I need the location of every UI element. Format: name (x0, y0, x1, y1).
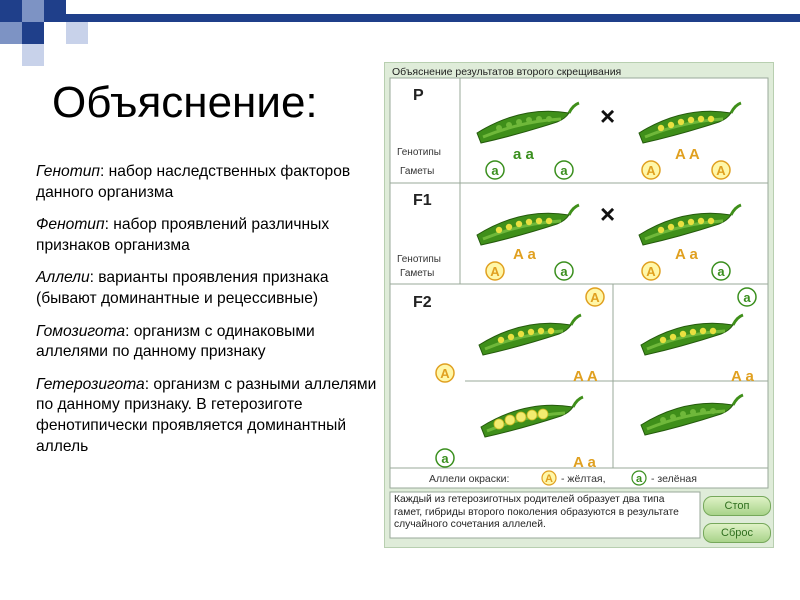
definition-text: : набор наследственных факторов данного организма (36, 163, 351, 201)
term-genotype: Генотип (36, 163, 100, 180)
gamete-a (712, 262, 730, 280)
term-phenotype: Фенотип (36, 216, 105, 234)
slide-title: Объяснение: (52, 78, 318, 127)
genotype-Aa: A a (675, 246, 698, 263)
decor-square-2 (22, 22, 44, 44)
svg-text:a: a (743, 290, 751, 305)
p-label: P (413, 87, 424, 104)
definition-text: : организм с одинаковыми аллелями по данному признаку (36, 322, 315, 361)
svg-text:a: a (560, 163, 568, 178)
definition-text: : набор проявлений различных признаков организма (36, 216, 330, 254)
gamete-a-side (436, 449, 454, 467)
gamete-a-top (738, 288, 756, 306)
genotype-AA: A A (573, 368, 598, 385)
decor-square-1 (0, 0, 22, 22)
definition-alleles (36, 268, 381, 309)
gamete-A (642, 262, 660, 280)
term-homozygote: Гомозигота (36, 322, 126, 340)
svg-text:A: A (646, 163, 656, 178)
decor-square-7 (66, 22, 88, 44)
svg-text:A: A (545, 473, 553, 485)
decor-square-3 (44, 0, 66, 22)
svg-text:A: A (490, 264, 500, 279)
f2-label: F2 (413, 294, 432, 311)
term-alleles: Аллели (36, 269, 90, 287)
svg-text:A: A (716, 163, 726, 178)
definition-homozygote (36, 322, 381, 363)
svg-text:a: a (441, 451, 449, 466)
genotype-Aa: A a (513, 246, 536, 263)
svg-text:A: A (440, 366, 450, 381)
gamete-A-top (586, 288, 604, 306)
term-heterozygote: Гетерозигота (36, 375, 145, 393)
genotype-row-label: Генотипы (397, 147, 441, 158)
legend-yellow: - жёлтая, (561, 473, 606, 485)
gamete-a (486, 161, 504, 179)
legend-label: Аллели окраски: (429, 473, 510, 485)
definition-genotype (36, 162, 381, 203)
gametes-row-label: Гаметы (400, 166, 435, 177)
definition-text: : организм с разными аллелями по данному признаку. В гетерозиготе фенотипически проявляется доминантный аллель (36, 375, 377, 455)
gamete-a (555, 262, 573, 280)
definition-phenotype (36, 215, 381, 256)
gamete-A (486, 262, 504, 280)
gamete-A (712, 161, 730, 179)
gamete-a (555, 161, 573, 179)
panel-title: Объяснение результатов второго скрещивания (392, 66, 622, 78)
genotype-aa: a a (513, 146, 534, 163)
cross-symbol: × (600, 101, 616, 131)
cross-symbol: × (600, 199, 616, 229)
genotype-Aa: A a (731, 368, 754, 385)
legend-green: - зелёная (651, 473, 697, 485)
decor-bar (66, 14, 800, 22)
svg-text:a: a (717, 264, 725, 279)
svg-text:a: a (635, 473, 643, 485)
definition-heterozygote (36, 375, 381, 457)
decor-square-4 (0, 22, 22, 44)
svg-text:a: a (491, 163, 499, 178)
genotype-AA: A A (675, 146, 700, 163)
gametes-row-label: Гаметы (400, 268, 435, 279)
decor-square-5 (22, 0, 44, 22)
cross-diagram (385, 63, 773, 547)
svg-text:A: A (646, 264, 656, 279)
table-frame (390, 78, 768, 488)
definitions-list (36, 162, 381, 469)
info-text: Каждый из гетерозиготных родителей образует два типа гамет, гибриды второго поколения образуются в результате случайного сочетания аллелей. (394, 494, 679, 531)
definition-text: : варианты проявления признака (бывают доминантные и рецессивные) (36, 269, 329, 307)
legend-allele-A (542, 471, 556, 485)
gamete-A (642, 161, 660, 179)
gamete-A-side (436, 364, 454, 382)
svg-text:a: a (560, 264, 568, 279)
decor-square-6 (22, 44, 44, 66)
reset-button[interactable]: Сброс (703, 523, 771, 543)
genotype-Aa: A a (573, 454, 596, 471)
stop-button[interactable]: Стоп (703, 496, 771, 516)
genetics-panel (384, 62, 774, 548)
legend-allele-a (632, 471, 646, 485)
svg-text:A: A (590, 290, 600, 305)
genotype-row-label: Генотипы (397, 254, 441, 265)
f1-label: F1 (413, 192, 432, 209)
